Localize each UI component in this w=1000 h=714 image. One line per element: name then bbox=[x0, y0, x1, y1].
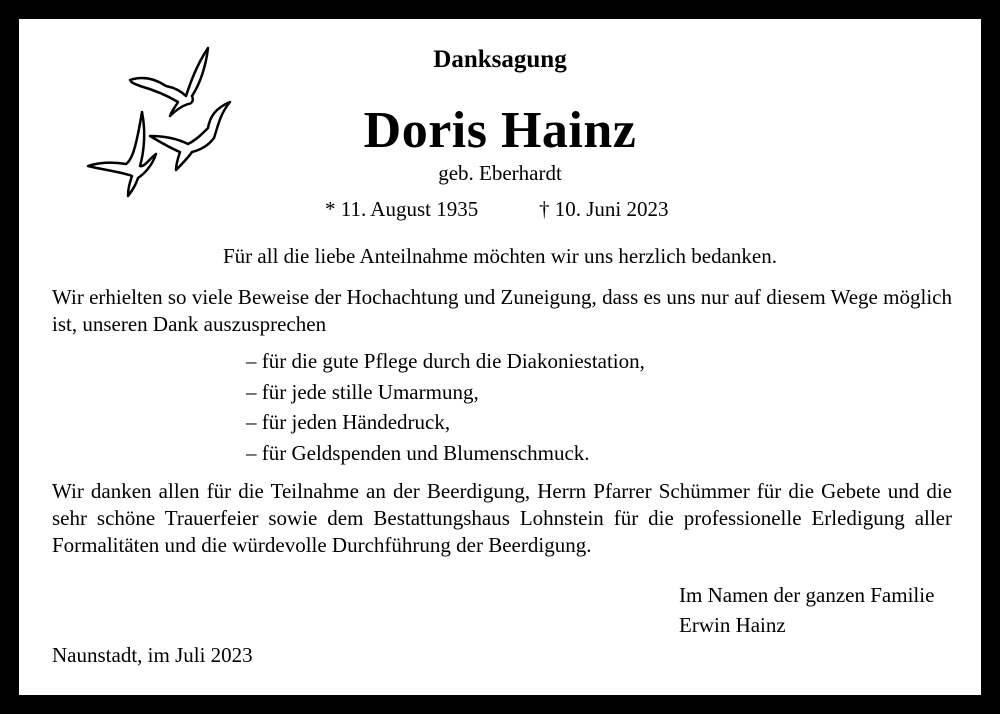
signature-line: Im Namen der ganzen Familie bbox=[679, 583, 935, 607]
signature-name: Erwin Hainz bbox=[679, 613, 786, 637]
list-item: – für Geldspenden und Blumenschmuck. bbox=[246, 440, 590, 465]
list-item: – für jede stille Umarmung, bbox=[246, 379, 479, 404]
deceased-name: Doris Hainz bbox=[363, 102, 637, 159]
birth-date: * 11. August 1935 bbox=[325, 197, 479, 221]
death-date: † 10. Juni 2023 bbox=[539, 197, 669, 221]
signature-block bbox=[679, 580, 934, 640]
list-item: – für die gute Pflege durch die Diakoniestation, bbox=[246, 349, 645, 373]
maiden-name: geb. Eberhardt bbox=[438, 161, 562, 185]
thanks-paragraph: Wir erhielten so viele Beweise der Hochachtung und Zuneigung, dass es uns nur auf diesem Wege möglich ist, unseren Dank auszusprechen bbox=[52, 285, 952, 336]
place-date: Naunstadt, im Juli 2023 bbox=[52, 643, 253, 667]
closing-paragraph: Wir danken allen für die Teilnahme an der Beerdigung, Herrn Pfarrer Schümmer für die Gebete und die sehr schöne Trauerfeier sowie dem Bestattungshaus Lohnstein für die professionelle Erledigung aller Formalitäten und die würdevolle Durchführung der Beerdigung. bbox=[52, 479, 952, 557]
intro-text: Für all die liebe Anteilnahme möchten wir uns herzlich bedanken. bbox=[223, 244, 777, 268]
list-item: – für jeden Händedruck, bbox=[246, 410, 451, 434]
notice-heading: Danksagung bbox=[433, 46, 567, 73]
thanks-list bbox=[246, 346, 645, 468]
